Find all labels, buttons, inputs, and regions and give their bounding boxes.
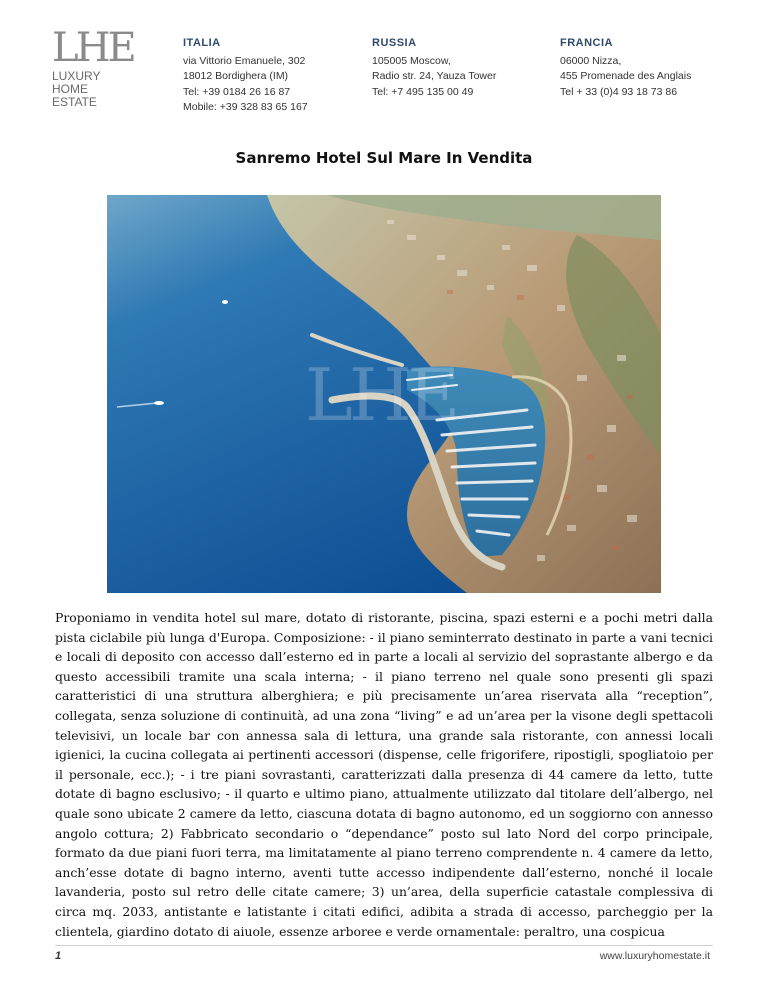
logo-line: ESTATE <box>52 95 97 109</box>
logo-line: LUXURY <box>52 69 101 83</box>
office-line: Radio str. 24, Yauza Tower <box>372 70 497 82</box>
aerial-harbor-illustration <box>107 195 661 593</box>
logo-mark: LHE <box>52 25 134 71</box>
office-russia <box>372 36 496 100</box>
page-title: Sanremo Hotel Sul Mare In Vendita <box>235 149 533 167</box>
photo-watermark: LHE <box>305 353 457 437</box>
description-paragraph: Proponiamo in vendita hotel sul mare, dotato di ristorante, piscina, spazi esterni e a pochi metri dalla pista ciclabile più lunga d'Europa. Composizione: - il piano seminterrato destinato in parte a vani tecnici e locali di deposito con accesso dall’esterno ed in parte a locali al servizio del soprastante albergo e da questo accessibili tramite una scala interna; - il piano terreno nel quale sono presenti gli spazi caratteristici di una struttura alberghiera; e più precisamente un’area riservata alla “reception”, collegata, senza soluzione di continuità, ad una zona “living” e ad un’area per la visone degli spettacoli televisivi, un locale bar con annessa sala di lettura, una grande sala ristorante, con annessi locali igienici, la cucina collegata ai pertinenti accessori (dispense, celle frigorifere, ripostigli, spogliatoio per il personale, ecc.); - i tre piani sovrastanti, caratterizzati dalla presenza di 44 camere da letto, tutte dotate di bagno esclusivo; - il quarto e ultimo piano, attualmente utilizzato dal titolare dell’albergo, nel quale sono ubicate 2 camere da letto, ciascuna dotata di bagno autonomo, ed un soggiorno con annesso angolo cottura; 2) Fabbricato secondario o “dependance” posto sul lato Nord del corpo principale, formato da due piani fuori terra, ma limitatamente al piano terreno comprendente n. 4 camere da letto, anch’esse dotate di bagno interno, aventi tutte accesso indipendente dall’esterno, nonché il locale lavanderia, posto sul retro delle citate camere; 3) un’area, della superficie catastale complessiva di circa mq. 2033, antistante e latistante i citati edifici, adibita a strada di accesso, parcheggio per la clientela, giardino dotato di aiuole, essenze arboree e verde ornamentale: peraltro, una cospicua <box>55 610 713 939</box>
office-line: Tel + 33 (0)4 93 18 73 86 <box>560 85 678 98</box>
office-country: RUSSIA <box>372 37 417 49</box>
logo-wordmark <box>52 70 152 109</box>
office-line: Tel: +7 495 135 00 49 <box>372 85 474 98</box>
website-url[interactable]: www.luxuryhomestate.it <box>599 950 710 962</box>
company-logo <box>52 25 152 114</box>
office-line: 105005 Moscow, <box>372 54 451 67</box>
page-number: 1 <box>55 950 62 962</box>
hero-photo <box>107 195 661 593</box>
office-line: 455 Promenade des Anglais <box>560 70 692 82</box>
office-italia <box>183 36 308 116</box>
office-line: via Vittorio Emanuele, 302 <box>183 54 306 67</box>
office-line: 18012 Bordighera (IM) <box>183 70 289 82</box>
office-country: ITALIA <box>183 37 221 49</box>
office-line: Mobile: +39 328 83 65 167 <box>183 101 308 113</box>
office-country: FRANCIA <box>560 37 613 49</box>
footer-divider <box>55 945 713 946</box>
office-francia <box>560 36 691 100</box>
office-line: 06000 Nizza, <box>560 54 622 67</box>
logo-line: HOME <box>52 82 88 96</box>
office-line: Tel: +39 0184 26 16 87 <box>183 85 291 98</box>
